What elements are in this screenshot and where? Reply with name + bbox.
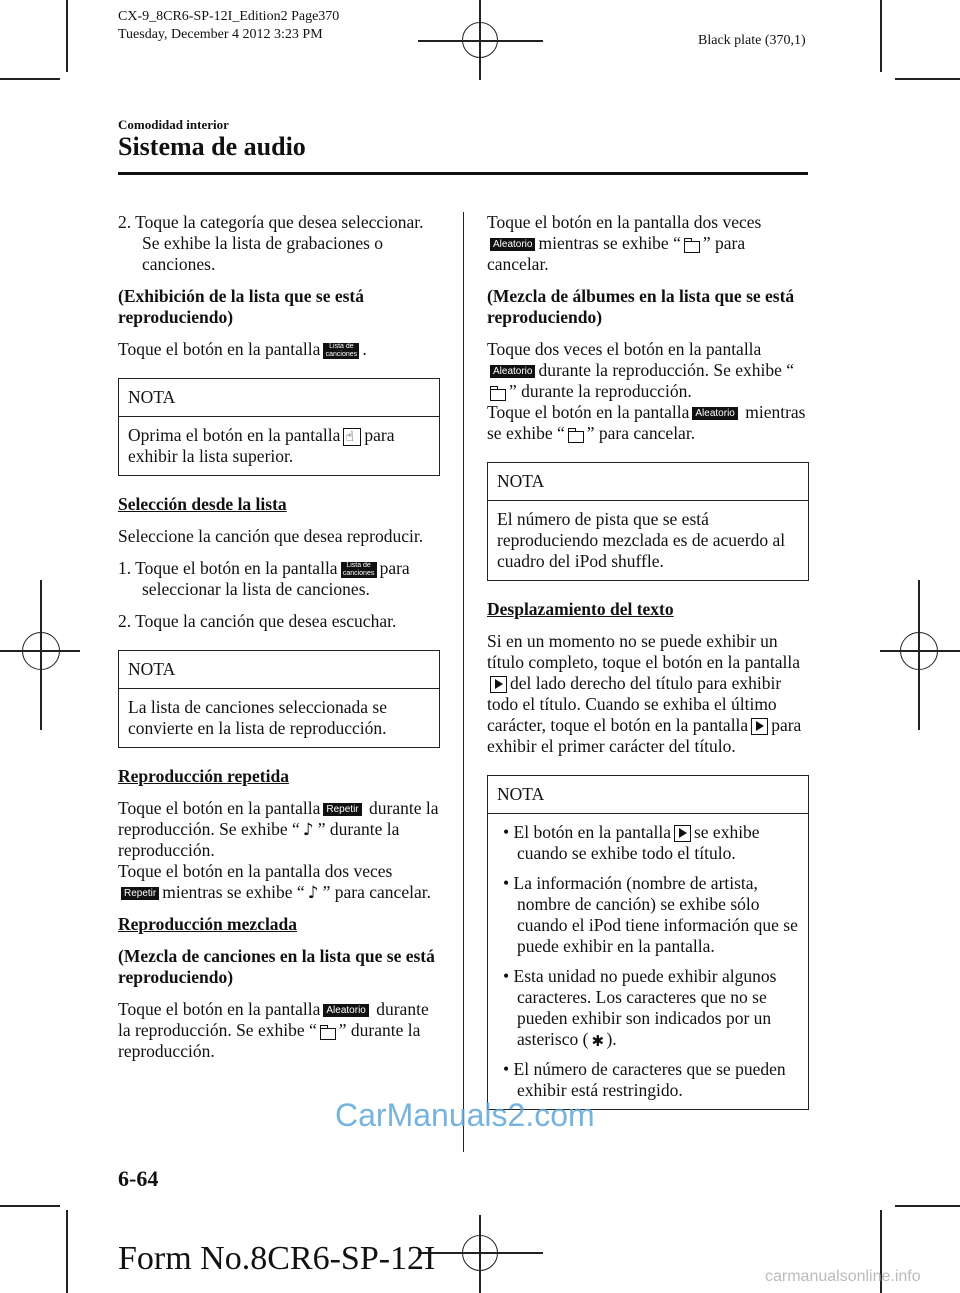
date-line: Tuesday, December 4 2012 3:23 PM xyxy=(118,27,323,42)
crop-mark xyxy=(895,78,960,80)
aleatorio-button-icon: Aleatorio xyxy=(490,365,535,378)
scroll-play-icon xyxy=(490,676,507,693)
watermark-site: carmanualsonline.info xyxy=(765,1268,921,1285)
aleatorio-button-icon: Aleatorio xyxy=(692,407,737,420)
repetir-button-icon: Repetir xyxy=(121,887,159,900)
nota-box xyxy=(118,650,440,748)
shuffle-album-icon xyxy=(568,428,584,442)
crop-mark xyxy=(66,1210,68,1293)
scroll-play-icon xyxy=(751,718,768,735)
top-list-icon xyxy=(343,428,361,446)
paragraph-scroll: Si en un momento no se puede exhibir un título completo, toque el botón en la pantalladel lado derecho del título para exhibir todo el título. Cuando se exhiba el último carácter, toque el botón en la pantalla para exhibir el primer carácter del título. xyxy=(487,631,802,756)
nota-title: NOTA xyxy=(119,651,439,689)
column-divider xyxy=(463,212,464,1152)
list-item: • La información (nombre de artista, nombre de canción) se exhibe sólo cuando el iPod tiene información que se puede exhibir en la pantalla. xyxy=(503,873,798,956)
aleatorio-button-icon: Aleatorio xyxy=(490,238,535,251)
page-number: 6-64 xyxy=(118,1166,159,1191)
lista-button-icon: Lista de canciones xyxy=(341,562,377,578)
registration-mark xyxy=(22,632,60,670)
file-line: CX-9_8CR6-SP-12I_Edition2 Page370 xyxy=(118,9,340,24)
plate-label: Black plate (370,1) xyxy=(698,33,806,48)
section-title: Sistema de audio xyxy=(118,132,306,161)
nota-body: Oprima el botón en la pantalla☝ para exhibir la lista superior. xyxy=(119,417,439,475)
nota-box xyxy=(487,462,809,581)
nota-box xyxy=(487,775,809,1110)
heading-scroll: Desplazamiento del texto xyxy=(487,599,674,619)
paragraph-album-shuffle: Toque dos veces el botón en la pantalla Aleatorio durante la reproducción. Se exhibe “” durante la reproducción. Toque el botón en la pantalla Aleatorio mientras se exhibe “ ” para cancelar. xyxy=(487,339,806,443)
subheading-playing: (Exhibición de la lista que se está reproduciendo) xyxy=(118,286,364,327)
list-item: • El botón en la pantalla se exhibe cuando se exhibe todo el título. xyxy=(503,822,760,863)
form-number: Form No.8CR6-SP-12I xyxy=(118,1240,436,1277)
heading-selection: Selección desde la lista xyxy=(118,494,287,514)
left-column xyxy=(118,212,440,1073)
step-2b: 2. Toque la canción que desea escuchar. xyxy=(118,611,397,631)
registration-mark xyxy=(462,1235,498,1271)
shuffle-album-icon xyxy=(490,386,506,400)
crop-mark xyxy=(895,1205,960,1207)
subheading-shuffle-songs: (Mezcla de canciones en la lista que se está reproduciendo) xyxy=(118,946,435,987)
paragraph-shuffle: Toque el botón en la pantalla Aleatorio durante la reproducción. Se exhibe “ ” durante la reproducción. xyxy=(118,999,429,1061)
shuffle-song-icon xyxy=(320,1025,336,1039)
list-item: • El número de caracteres que se pueden exhibir está restringido. xyxy=(503,1059,786,1100)
crop-mark xyxy=(66,0,68,72)
aleatorio-button-icon: Aleatorio xyxy=(323,1004,368,1017)
paragraph-cancel-shuffle: Toque el botón en la pantalla dos veces Aleatorio mientras se exhibe “ ” para cancelar. xyxy=(487,212,762,274)
registration-mark xyxy=(900,632,938,670)
right-column xyxy=(487,212,809,1124)
nota-title: NOTA xyxy=(119,379,439,417)
crop-mark xyxy=(0,78,60,80)
lista-button-icon: Lista de canciones xyxy=(323,343,359,359)
paragraph-touch: Toque el botón en la pantalla Lista de canciones . xyxy=(118,339,367,359)
print-header xyxy=(118,8,339,44)
repetir-button-icon: Repetir xyxy=(323,803,361,816)
list-item: • Esta unidad no puede exhibir algunos caracteres. Los caracteres que no se pueden exhibir son indicados por un asterisco (✱ ). xyxy=(497,966,799,1050)
paragraph-select: Seleccione la canción que desea reproducir. xyxy=(118,526,424,546)
shuffle-song-icon xyxy=(684,238,700,252)
nota-body: El número de pista que se está reproduciendo mezclada es de acuerdo al cuadro del iPod shuffle. xyxy=(497,509,786,571)
nota-box xyxy=(118,378,440,476)
section-rule xyxy=(118,172,808,175)
music-note-icon xyxy=(303,823,315,839)
registration-mark xyxy=(462,22,498,58)
asterisk-icon xyxy=(591,1033,603,1049)
nota-title: NOTA xyxy=(488,776,808,814)
crop-mark xyxy=(880,0,882,72)
heading-repeat: Reproducción repetida xyxy=(118,766,289,786)
scroll-play-icon xyxy=(674,825,691,842)
nota-body xyxy=(488,814,808,1109)
watermark-logo: CarManuals2.com xyxy=(335,1097,595,1133)
nota-title: NOTA xyxy=(488,463,808,501)
heading-shuffle: Reproducción mezclada xyxy=(118,914,298,934)
step-1: 1. Toque el botón en la pantalla Lista de canciones para seleccionar la lista de canciones. xyxy=(118,558,410,599)
step-2: 2. Toque la categoría que desea seleccionar. Se exhibe la lista de grabaciones o canciones. xyxy=(118,212,424,274)
crop-mark xyxy=(0,1205,60,1207)
nota-body: La lista de canciones seleccionada se convierte en la lista de reproducción. xyxy=(128,697,387,738)
subheading-shuffle-albums: (Mezcla de álbumes en la lista que se está reproduciendo) xyxy=(487,286,795,327)
paragraph-repeat: Toque el botón en la pantalla Repetir durante la reproducción. Se exhibe “♪ ” durante la reproducción. Toque el botón en la pantalla dos veces Repetir mientras se exhibe “♪ ” para cancelar. xyxy=(118,798,440,903)
music-note-icon xyxy=(308,886,320,902)
section-category: Comodidad interior xyxy=(118,117,229,132)
